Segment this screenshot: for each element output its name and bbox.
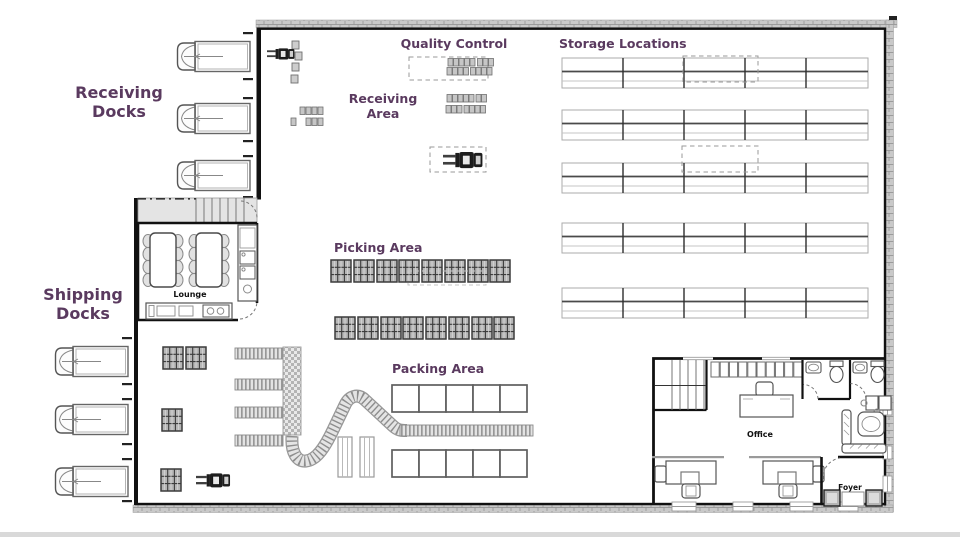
storage-locations-label: Storage Locations — [559, 36, 687, 51]
window-edge — [0, 532, 960, 537]
storage-rack — [562, 110, 868, 140]
receiving-area-label — [330, 92, 436, 122]
label-line: Docks — [92, 101, 146, 121]
door-swing — [240, 301, 257, 319]
shipping-staging — [161, 347, 230, 491]
storage-racks — [562, 56, 868, 318]
door-swing — [804, 385, 819, 400]
bottom-wall — [133, 505, 893, 513]
truck-icon — [56, 347, 129, 377]
forklift-icon — [196, 473, 230, 487]
storage-rack — [562, 288, 868, 318]
receiving-trucks — [178, 42, 251, 191]
conveyor-line — [235, 379, 283, 390]
lounge-label: Lounge — [173, 290, 207, 299]
toilet-tank — [830, 361, 843, 367]
locker-row — [711, 362, 802, 377]
picking-area-label: Picking Area — [334, 240, 423, 255]
workstation-1 — [652, 456, 724, 498]
lounge-room — [138, 223, 257, 320]
packing-area-label: Packing Area — [392, 361, 485, 376]
stairwell — [137, 198, 257, 223]
forklift-icon — [443, 152, 482, 168]
foyer-table — [842, 492, 864, 506]
label-line: Receiving — [348, 91, 418, 106]
conveyor-merge-column — [283, 347, 301, 435]
office-stairs — [654, 360, 707, 410]
corner-cap — [889, 16, 897, 20]
foyer-room — [822, 457, 885, 506]
shipping-trucks — [56, 347, 129, 497]
chair — [756, 382, 773, 396]
right-wall — [886, 20, 894, 512]
label-line: Receiving — [75, 83, 163, 102]
conveyor-line — [235, 407, 283, 418]
label-line: Shipping — [43, 285, 123, 304]
toilet-tank — [871, 361, 884, 367]
storage-rack — [562, 163, 868, 193]
picking-pallets — [331, 260, 514, 339]
door-swing — [851, 384, 867, 400]
toilet-bowl — [871, 367, 884, 383]
lounge-kitchenette — [238, 225, 257, 301]
office-label: Office — [747, 430, 773, 439]
staged-boxes — [446, 95, 487, 114]
pallet-carts — [338, 437, 374, 477]
truck-icon — [178, 42, 251, 72]
lounge-counter — [146, 303, 232, 319]
forklift-icon — [267, 48, 294, 59]
shipping-docks-label — [24, 286, 142, 324]
toilet-bowl — [830, 367, 843, 383]
truck-icon — [56, 405, 129, 435]
label-line: Docks — [56, 303, 110, 323]
chair — [655, 466, 666, 482]
truck-icon — [178, 161, 251, 191]
truck-icon — [56, 467, 129, 497]
workstation-2 — [749, 456, 824, 498]
qc-boxes — [447, 59, 494, 76]
packing-conveyor — [400, 425, 533, 436]
truck-icon — [178, 104, 251, 134]
receiving-docks-label — [60, 84, 178, 122]
left-wall-upper — [257, 28, 262, 200]
storage-rack — [562, 58, 868, 88]
quality-control-label: Quality Control — [400, 36, 508, 51]
sofa-corner — [842, 410, 886, 453]
conveyor-line — [235, 435, 283, 446]
lounge-table — [150, 233, 176, 287]
foyer-label: Foyer — [838, 483, 862, 492]
reception-desk — [740, 382, 793, 417]
storage-rack — [562, 223, 868, 253]
top-wall — [256, 20, 897, 28]
bathrooms — [803, 360, 885, 399]
label-line: Area — [366, 105, 400, 121]
door-swing — [823, 458, 840, 479]
conveyor-line — [235, 348, 283, 359]
lounge-table — [196, 233, 222, 287]
